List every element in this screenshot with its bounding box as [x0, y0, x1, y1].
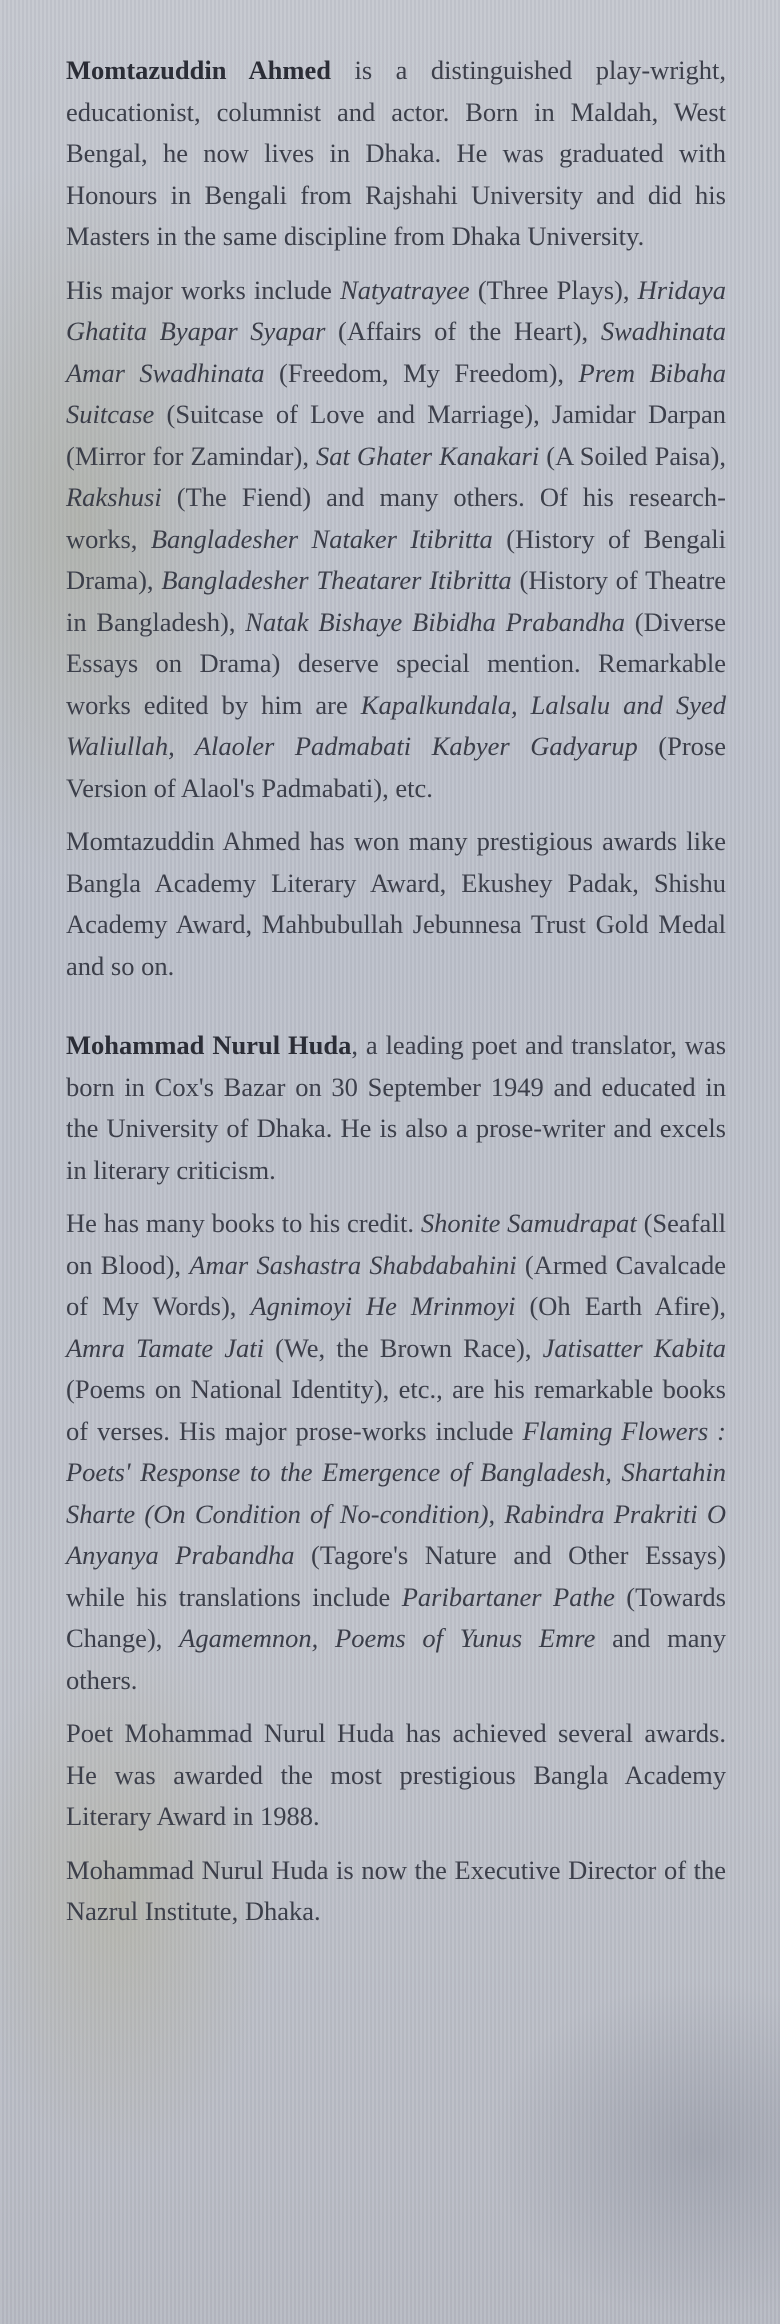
text-run: (Diverse Essays on Drama) deserve special mention. Remarkable works edited by him are — [66, 606, 726, 720]
bio1-works-paragraph — [66, 270, 726, 810]
text-run: (The Fiend) and many others. Of his research-works, — [66, 482, 726, 554]
text-run: (Poems on National Identity), etc., are his remarkable books of verses. His major prose-works include — [66, 1374, 726, 1446]
italic-title: Agamemnon, Poems of Yunus Emre — [179, 1623, 596, 1653]
text-run: (We, the Brown Race), — [263, 1332, 543, 1363]
text-run: (Oh Earth Afire), — [515, 1291, 726, 1321]
text-run: (A Soiled Paisa), — [539, 440, 726, 471]
bio1-name: Momtazuddin Ahmed — [66, 55, 331, 85]
text-run: (Prose Version of Alaol's Padmabati), etc. — [66, 731, 727, 803]
text-run: His major works include — [66, 274, 341, 305]
text-run: He has many books to his credit. — [66, 1208, 421, 1238]
italic-title: Paribartaner Pathe — [401, 1581, 615, 1612]
italic-title: Kapalkundala, Lalsalu and Syed Waliullah, Alaoler Padmabati Kabyer Gadyarup — [66, 689, 726, 761]
italic-title: Prem Bibaha Suitcase — [66, 357, 726, 429]
text-run: (Three Plays), — [469, 274, 638, 305]
text-run: (History of Bengali Drama), — [66, 523, 726, 595]
bio2-position-paragraph: Mohammad Nurul Huda is now the Executive Director of the Nazrul Institute, Dhaka. — [66, 1854, 726, 1926]
italic-title: Natyatrayee — [340, 274, 470, 305]
bio2-intro-text: , a leading poet and translator, was born in Cox's Bazar on 30 September 1949 and educated in the University of Dhaka. He is also a prose-writer and excels in literary criticism. — [66, 1030, 727, 1185]
bio1-intro-paragraph — [66, 50, 726, 258]
text-run: (Armed Cavalcade of My Words), — [66, 1249, 726, 1321]
italic-title: Sat Ghater Kanakari — [316, 440, 540, 471]
bio1-awards-paragraph: Momtazuddin Ahmed has won many prestigious awards like Bangla Academy Literary Award, Ekushey Padak, Shishu Academy Award, Mahbubullah Jebunnesa Trust Gold Medal and so on. — [66, 826, 726, 981]
italic-title: Jatisatter Kabita — [542, 1332, 727, 1363]
text-run: (History of Theatre in Bangladesh), — [66, 565, 726, 637]
text-run: (Tagore's Nature and Other Essays) while his translations include — [66, 1540, 726, 1612]
bio2-works-paragraph — [66, 1203, 726, 1701]
italic-title: Agnimoyi He Mrinmoyi — [250, 1291, 516, 1321]
bio2-intro-paragraph — [66, 1025, 726, 1191]
bio2-name: Mohammad Nurul Huda — [66, 1030, 352, 1060]
text-run: and many others. — [66, 1623, 726, 1695]
text-run: (Affairs of the Heart), — [325, 316, 601, 346]
text-run: (Towards Change), — [66, 1581, 726, 1653]
text-run: (Seafall on Blood), — [66, 1208, 726, 1280]
text-run: (Suitcase of Love and Marriage), Jamidar Darpan (Mirror for Zamindar), — [66, 399, 726, 471]
text-column — [66, 50, 726, 1945]
italic-title: Rakshusi — [66, 482, 162, 512]
italic-title: Hridaya Ghatita Byapar Syapar — [66, 274, 726, 346]
italic-title: Shonite Samudrapat — [420, 1208, 637, 1238]
italic-title: Bangladesher Theatarer Itibritta — [161, 565, 512, 595]
italic-title: Swadhinata Amar Swadhinata — [66, 316, 726, 388]
italic-title: Bangladesher Nataker Itibritta — [150, 523, 493, 554]
italic-title: Flaming Flowers : Poets' Response to the Emergence of Bangladesh, Shartahin Sharte (On Condition of No-condition), Rabindra Prakriti O Anyanya Prabandha — [66, 1415, 726, 1570]
italic-title: Amar Sashastra Shabdabahini — [189, 1249, 517, 1280]
text-run: (Freedom, My Freedom), — [264, 357, 579, 388]
bio2-awards-paragraph: Poet Mohammad Nurul Huda has achieved several awards. He was awarded the most prestigious Bangla Academy Literary Award in 1988. — [66, 1718, 726, 1831]
italic-title: Natak Bishaye Bibidha Prabandha — [245, 606, 625, 637]
italic-title: Amra Tamate Jati — [66, 1332, 264, 1363]
bio1-intro-text: is a distinguished play-wright, educationist, columnist and actor. Born in Maldah, West Bengal, he now lives in Dhaka. He was graduated with Honours in Bengali from Rajshahi University and did his Masters in the same discipline from Dhaka University. — [66, 55, 726, 251]
